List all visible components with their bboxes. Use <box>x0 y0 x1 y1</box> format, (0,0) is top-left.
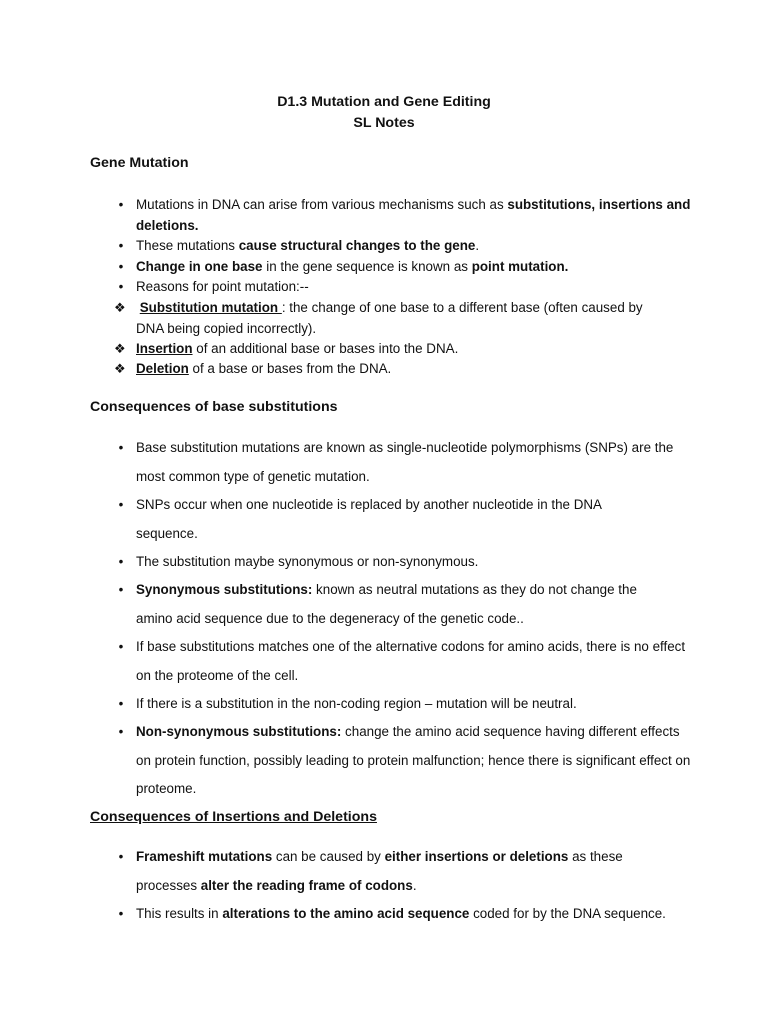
list-item: • If there is a substitution in the non-coding region – mutation will be neutral. <box>136 690 696 719</box>
list-item: ❖ Insertion of an additional base or bases into the DNA. <box>136 339 696 360</box>
list-item: • If base substitutions matches one of the alternative codons for amino acids, there is no effect on the proteome of the cell. <box>136 633 696 690</box>
document-title: D1.3 Mutation and Gene Editing <box>277 94 491 110</box>
diamond-bullet-icon: ❖ <box>114 300 126 315</box>
list-item: ❖ Deletion of a base or bases from the DNA. <box>136 359 696 380</box>
list-item: • These mutations cause structural changes to the gene. <box>136 236 696 257</box>
list-item: • The substitution maybe synonymous or non-synonymous. <box>136 548 696 577</box>
list-item: • This results in alterations to the amino acid sequence coded for by the DNA sequence. <box>136 900 706 929</box>
bullet-icon: • <box>118 849 124 864</box>
list-item: ❖ Substitution mutation : the change of one base to a different base (often caused by DNA being copied incorrectly). <box>114 300 643 336</box>
diamond-bullet-icon: ❖ <box>114 361 126 376</box>
list-item: • Mutations in DNA can arise from various mechanisms such as substitutions, insertions and deletions. <box>136 195 696 236</box>
bullet-icon: • <box>118 906 124 921</box>
bullet-icon: • <box>118 440 124 455</box>
bullet-icon: • <box>118 497 124 512</box>
document-subtitle: SL Notes <box>353 115 415 131</box>
list-item: • SNPs occur when one nucleotide is replaced by another nucleotide in the DNA sequence. <box>136 491 636 548</box>
diamond-bullet-icon: ❖ <box>114 341 126 356</box>
bullet-icon: • <box>118 639 124 654</box>
bullet-icon: • <box>118 554 124 569</box>
section-heading-gene-mutation: Gene Mutation <box>90 155 189 171</box>
section-heading-insertions-deletions: Consequences of Insertions and Deletions <box>90 809 377 825</box>
list-item: • Frameshift mutations can be caused by either insertions or deletions as these processes alter the reading frame of codons. <box>136 843 636 900</box>
bullet-icon: • <box>118 582 124 597</box>
bullet-icon: • <box>118 279 124 294</box>
list-item: • Reasons for point mutation:-- <box>136 277 696 298</box>
bullet-icon: • <box>118 238 124 253</box>
bullet-icon: • <box>118 197 124 212</box>
bullet-icon: • <box>118 259 124 274</box>
list-item: • Non-synonymous substitutions: change the amino acid sequence having different effects on protein function, possibly leading to protein malfunction; hence there is significant effect on proteome. <box>136 718 696 804</box>
bullet-icon: • <box>118 696 124 711</box>
section-heading-base-substitutions: Consequences of base substitutions <box>90 399 338 415</box>
bullet-icon: • <box>118 724 124 739</box>
list-item: • Base substitution mutations are known as single-nucleotide polymorphisms (SNPs) are the most common type of genetic mutation. <box>136 434 696 491</box>
list-item: • Synonymous substitutions: known as neutral mutations as they do not change the amino acid sequence due to the degeneracy of the genetic code.. <box>136 576 661 633</box>
list-item: • Change in one base in the gene sequence is known as point mutation. <box>136 257 696 278</box>
